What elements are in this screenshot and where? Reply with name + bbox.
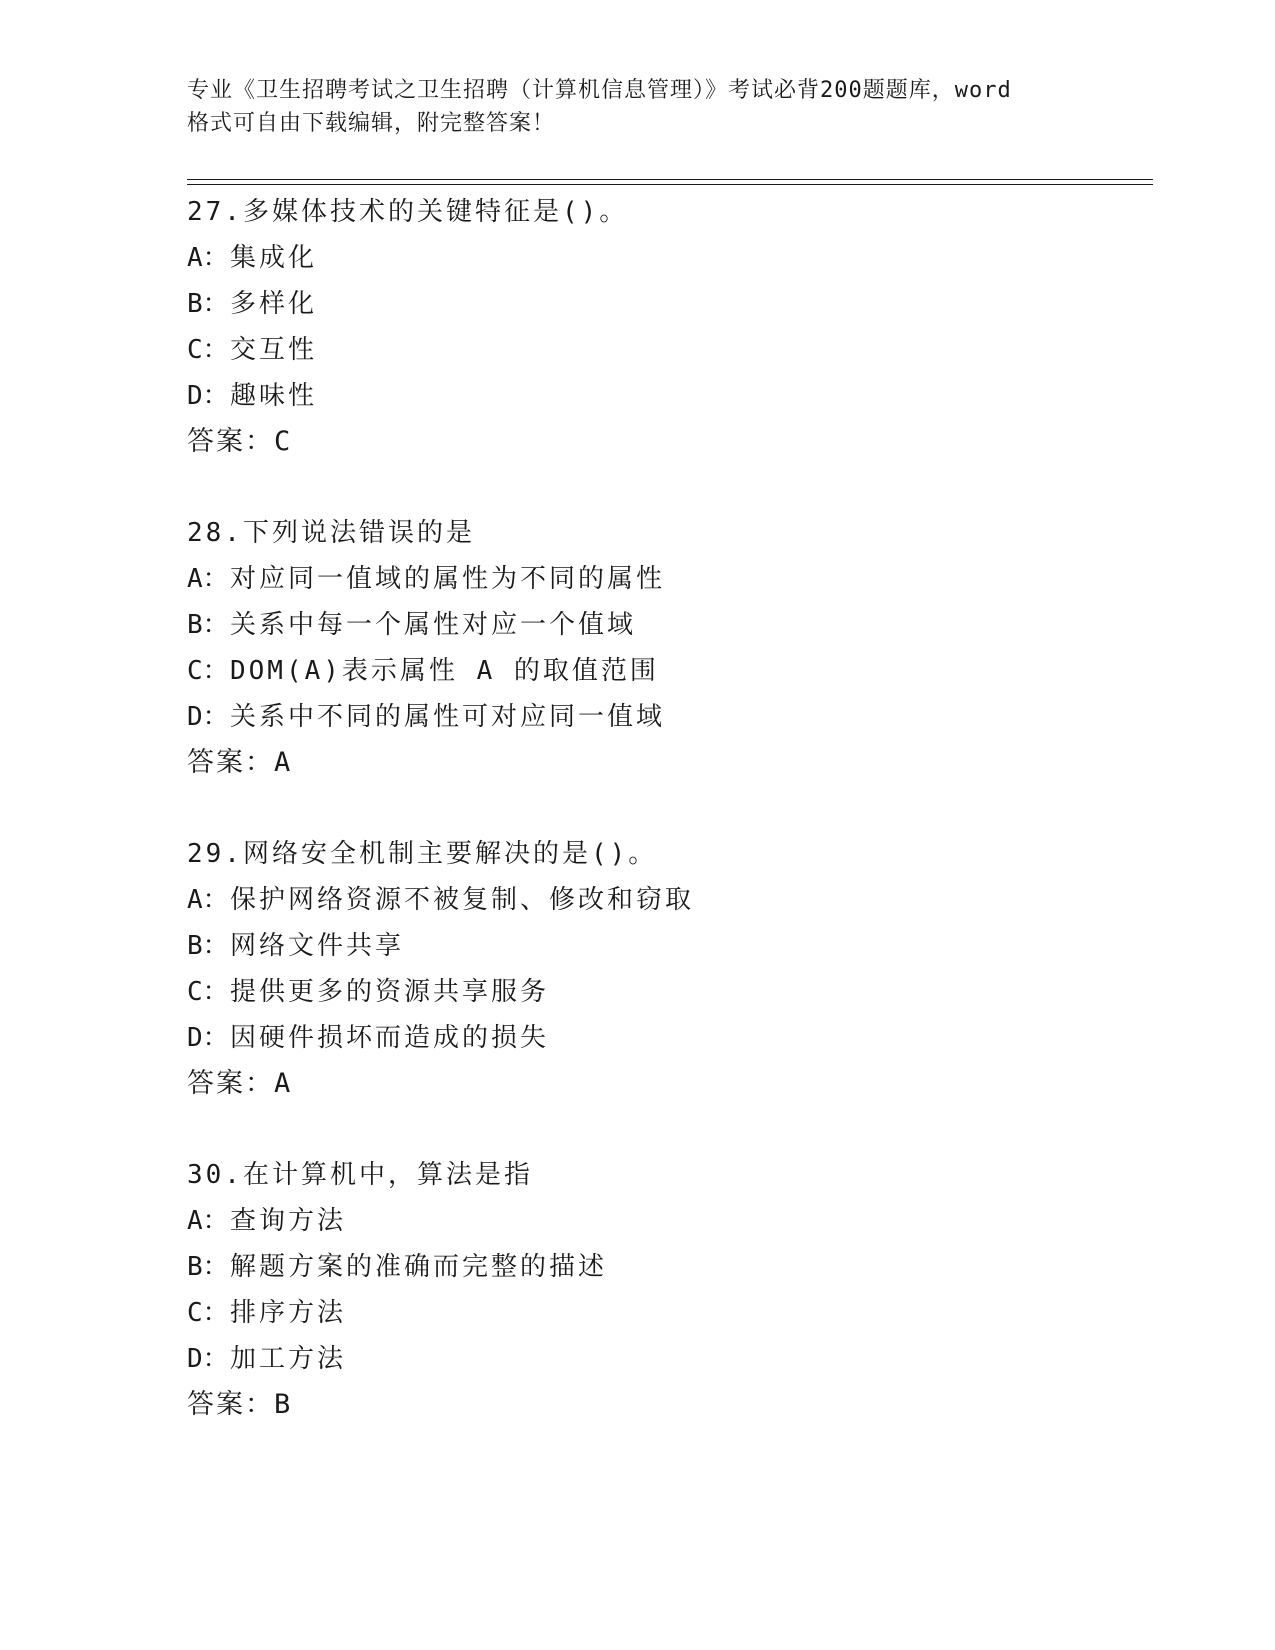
option-label: A： [187, 243, 229, 273]
option-text: 对应同一值域的属性为不同的属性 [230, 564, 666, 594]
answer-line [187, 740, 1147, 786]
header-line-1: 专业《卫生招聘考试之卫生招聘（计算机信息管理）》考试必背200题题库，word [187, 78, 1012, 103]
answer-value: B [274, 1389, 293, 1420]
option-c [187, 1290, 1147, 1336]
answer-label: 答案： [187, 747, 274, 778]
option-text: 排序方法 [230, 1298, 347, 1328]
option-label: D： [187, 1344, 229, 1374]
option-a [187, 556, 1147, 602]
option-label: B： [187, 610, 229, 640]
option-c [187, 969, 1147, 1015]
option-label: A： [187, 564, 229, 594]
header-line-2: 格式可自由下载编辑，附完整答案！ [187, 111, 556, 136]
option-label: C： [187, 656, 229, 686]
option-label: B： [187, 289, 229, 319]
answer-label: 答案： [187, 426, 274, 457]
option-text: DOM(A)表示属性 A 的取值范围 [230, 656, 659, 686]
option-text: 提供更多的资源共享服务 [230, 977, 550, 1007]
option-text: 解题方案的准确而完整的描述 [230, 1252, 608, 1282]
option-text: 加工方法 [230, 1344, 347, 1374]
answer-line [187, 1382, 1147, 1428]
option-text: 交互性 [230, 335, 318, 365]
option-label: D： [187, 381, 229, 411]
question-29 [187, 831, 1147, 1107]
option-label: C： [187, 1298, 229, 1328]
option-text: 多样化 [230, 289, 318, 319]
option-a [187, 877, 1147, 923]
header-divider-bottom [187, 184, 1153, 185]
option-c [187, 648, 1147, 694]
option-label: D： [187, 702, 229, 732]
option-d [187, 1336, 1147, 1382]
answer-value: C [274, 426, 293, 457]
option-label: D： [187, 1023, 229, 1053]
option-a [187, 235, 1147, 281]
option-text: 查询方法 [230, 1206, 347, 1236]
answer-line [187, 419, 1147, 465]
option-label: B： [187, 931, 229, 961]
option-b [187, 923, 1147, 969]
option-b [187, 281, 1147, 327]
question-27 [187, 189, 1147, 465]
question-30 [187, 1152, 1147, 1428]
answer-value: A [274, 747, 293, 778]
option-b [187, 602, 1147, 648]
question-stem: 27.多媒体技术的关键特征是()。 [187, 197, 629, 227]
answer-label: 答案： [187, 1389, 274, 1420]
answer-label: 答案： [187, 1068, 274, 1099]
option-d [187, 1015, 1147, 1061]
option-text: 保护网络资源不被复制、修改和窃取 [230, 885, 695, 915]
question-stem: 30.在计算机中，算法是指 [187, 1160, 533, 1190]
question-28 [187, 510, 1147, 786]
option-a [187, 1198, 1147, 1244]
option-c [187, 327, 1147, 373]
question-stem: 29.网络安全机制主要解决的是()。 [187, 839, 658, 869]
option-label: A： [187, 885, 229, 915]
header-divider-top [187, 179, 1153, 180]
option-text: 集成化 [230, 243, 318, 273]
option-d [187, 373, 1147, 419]
option-text: 趣味性 [230, 381, 318, 411]
document-header [187, 74, 1087, 140]
option-label: B： [187, 1252, 229, 1282]
question-list [187, 189, 1147, 1428]
option-label: A： [187, 1206, 229, 1236]
question-stem: 28.下列说法错误的是 [187, 518, 475, 548]
option-text: 关系中每一个属性对应一个值域 [230, 610, 637, 640]
option-label: C： [187, 335, 229, 365]
option-text: 关系中不同的属性可对应同一值域 [230, 702, 666, 732]
option-label: C： [187, 977, 229, 1007]
option-text: 网络文件共享 [230, 931, 405, 961]
option-b [187, 1244, 1147, 1290]
option-text: 因硬件损坏而造成的损失 [230, 1023, 550, 1053]
answer-value: A [274, 1068, 293, 1099]
answer-line [187, 1061, 1147, 1107]
option-d [187, 694, 1147, 740]
